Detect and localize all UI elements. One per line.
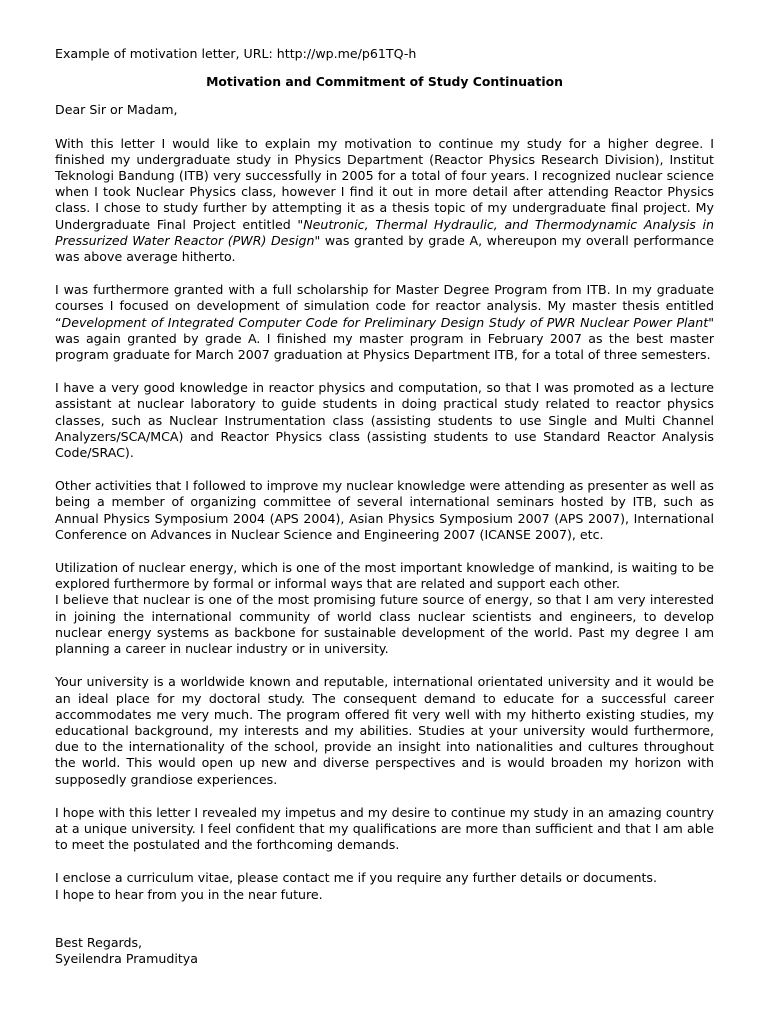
paragraph-text: With this letter I would like to explain my motivation to continue my study for a higher degree. I finished my undergraduate study in Physics Department (Reactor Physics Research Division), Institut Teknologi Bandung (ITB) very successfully in 2005 for a total of four years. I recognized nuclear science when I took Nuclear Physics class, however I find it out in more detail after attending Reactor Physics class. I chose to study further by attempting it as a thesis topic of my undergraduate final project. My Undergraduate Final Project entitled " bbox=[55, 135, 714, 232]
paragraph-master bbox=[55, 282, 714, 363]
paragraph-activities: Other activities that I followed to improve my nuclear knowledge were attending as presenter as well as being a member of organizing committee of several international seminars hosted by ITB, such as Annual Physics Symposium 2004 (APS 2004), Asian Physics Symposium 2007 (APS 2007), International Conference on Advances in Nuclear Science and Engineering 2007 (ICANSE 2007), etc. bbox=[55, 478, 714, 542]
paragraph-enclosure: I enclose a curriculum vitae, please contact me if you require any further details or documents. bbox=[55, 870, 657, 886]
salutation: Dear Sir or Madam, bbox=[55, 102, 178, 118]
paragraph-impetus: I hope with this letter I revealed my impetus and my desire to continue my study in an amazing country at a unique university. I feel confident that my qualifications are more than sufficient and that I am able to meet the postulated and the forthcoming demands. bbox=[55, 804, 714, 853]
letter-page bbox=[55, 46, 714, 967]
paragraph-nuclear-energy: Utilization of nuclear energy, which is one of the most important knowledge of mankind, is waiting to be explored furthermore by formal or informal ways that are related and support each other. bbox=[55, 560, 714, 592]
source-url-line: Example of motivation letter, URL: http://wp.me/p61TQ-h bbox=[55, 46, 417, 61]
paragraph-undergraduate bbox=[55, 136, 714, 266]
letter-title: Motivation and Commitment of Study Continuation bbox=[206, 74, 563, 90]
closing-block bbox=[55, 935, 714, 967]
paragraph-text: " was again granted by grade A. I finished my master program in February 2007 as the best master program graduate for March 2007 graduation at Physics Department ITB, for a total of three semesters. bbox=[55, 314, 714, 363]
closing-regards: Best Regards, bbox=[55, 934, 143, 950]
paragraph-knowledge: I have a very good knowledge in reactor physics and computation, so that I was promoted as a lecture assistant at nuclear laboratory to guide students in doing practical study related to reactor physics classes, such as Nuclear Instrumentation class (assisting students to use Single and Multi Channel Analyzers/SCA/MCA) and Reactor Physics class (assisting students to use Standard Reactor Analysis Code/SRAC). bbox=[55, 380, 714, 461]
paragraph-text: I was furthermore granted with a full scholarship for Master Degree Program from ITB. In my graduate courses I focused on development of simulation code for reactor analysis. My master thesis entitled “ bbox=[55, 282, 714, 330]
undergraduate-project-title: Neutronic, Thermal Hydraulic, and Thermodynamic Analysis in Pressurized Water Reactor (PWR) Design bbox=[55, 216, 714, 248]
paragraph-university: Your university is a worldwide known and reputable, international orientated university and it would be an ideal place for my doctoral study. The consequent demand to educate for a successful career accommodates me very much. The program offered fit very well with my hitherto existing studies, my educational background, my interests and my abilities. Studies at your university would furthermore, due to the internationality of the school, provide an insight into nationalities and cultures throughout the world. This would open up new and diverse perspectives and is would broaden my horizon with supposedly grandiose experiences. bbox=[55, 674, 714, 787]
master-thesis-title: Development of Integrated Computer Code for Preliminary Design Study of PWR Nuclear Power Plant bbox=[61, 314, 709, 330]
paragraph-text: " was granted by grade A, whereupon my overall performance was above average hitherto. bbox=[55, 232, 714, 265]
paragraph-hope: I hope to hear from you in the near future. bbox=[55, 886, 323, 902]
paragraph-belief: I believe that nuclear is one of the most promising future source of energy, so that I am very interested in joining the international community of world class nuclear scientists and engineers, to develop nuclear energy systems as backbone for sustainable development of the world. Past my degree I am planning a career in nuclear industry or in university. bbox=[55, 592, 714, 657]
signature-name: Syeilendra Pramuditya bbox=[55, 950, 198, 966]
